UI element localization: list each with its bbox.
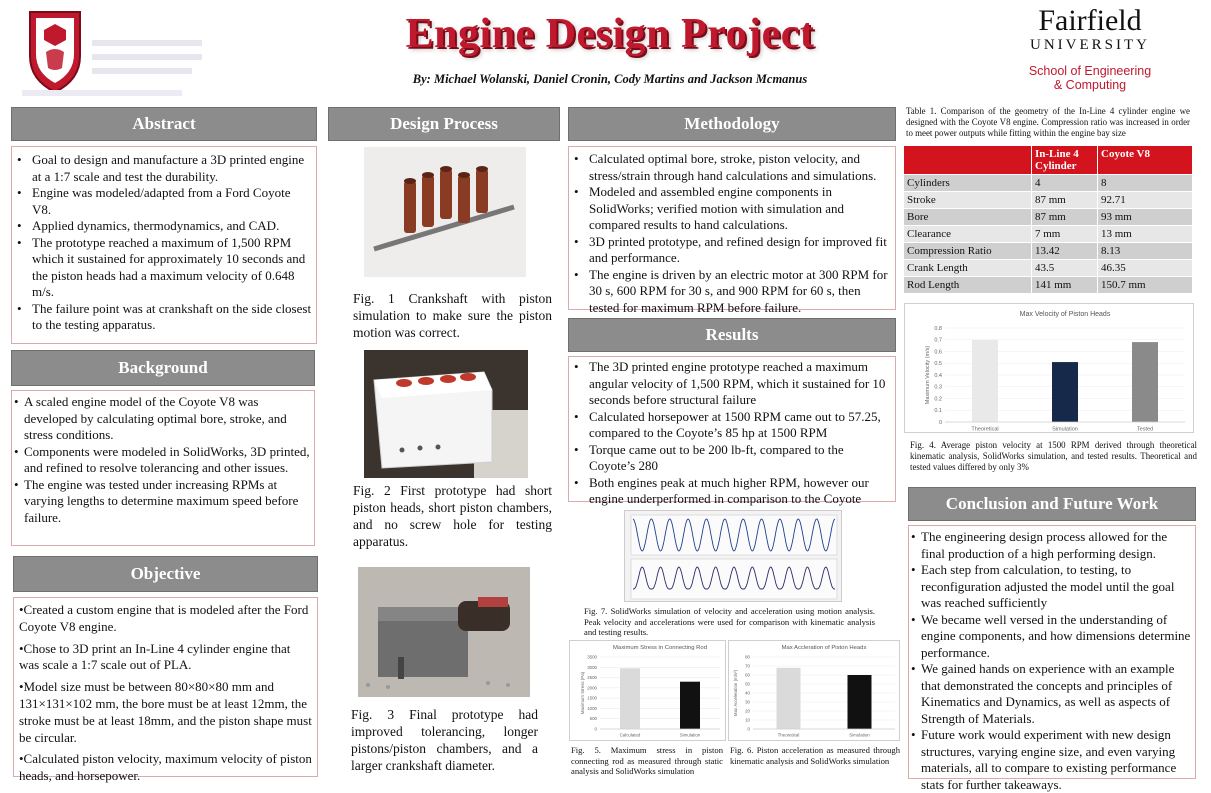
- table-row: [904, 277, 1193, 294]
- methodology-list: [569, 151, 891, 316]
- table-row: [904, 192, 1193, 209]
- conclusion-item: • Future work would experiment with new design structures, varying engine size, and even varying materials, all to compare to existing performance stats for further takeaways.: [909, 727, 1191, 793]
- y-tick-label: 0.7: [934, 337, 942, 344]
- fairfield-university: UNIVERSITY: [1030, 37, 1150, 53]
- results-heading: Results: [568, 318, 896, 352]
- chart-title: Max Velocity of Piston Heads: [1019, 311, 1111, 318]
- methodology-item: • The engine is driven by an electric motor at 300 RPM for 30 s, 600 RPM for 30 s, and 900 RPM for 60 s, then tested for maximum RPM before failure.: [569, 267, 891, 317]
- table-row: [904, 243, 1193, 260]
- chart-title: Maximum Stress in Connecting Rod: [613, 645, 707, 651]
- bar: [1052, 362, 1078, 422]
- first-prototype-image: [364, 350, 528, 478]
- x-tick-label: Theoretical: [777, 732, 800, 738]
- crankshaft-image: [364, 147, 526, 277]
- y-tick-label: 0.4: [934, 372, 942, 379]
- table-cell: Compression Ratio: [904, 243, 1032, 260]
- final-prototype-image: [358, 567, 530, 697]
- x-tick-label: Theoretical: [971, 426, 999, 433]
- methodology-item: • 3D printed prototype, and refined design for improved fit and performance.: [569, 234, 891, 267]
- fig6-chart-frame: [728, 640, 900, 741]
- plot-area-acceleration: [631, 559, 837, 599]
- table-header-cell: [904, 146, 1032, 175]
- table-row: [904, 260, 1193, 277]
- y-tick-label: 40: [745, 690, 750, 696]
- fairfield-name: Fairfield: [1038, 4, 1142, 37]
- background-item: • A scaled engine model of the Coyote V8 was developed by calculating optimal bore, stroke, and stress conditions.: [12, 394, 310, 444]
- conclusion-list: [909, 529, 1191, 793]
- bar: [848, 675, 872, 729]
- fig5-chart-frame: [569, 640, 726, 741]
- x-tick-label: Tested: [1136, 426, 1154, 433]
- objective-heading: Objective: [13, 556, 318, 592]
- school-line2: & Computing: [1053, 78, 1127, 92]
- abstract-item: • The failure point was at crankshaft on the side closest to the testing apparatus.: [12, 301, 312, 334]
- conclusion-item: • The engineering design process allowed for the final production of a high performing design.: [909, 529, 1191, 562]
- y-tick-label: 70: [745, 663, 750, 669]
- y-tick-label: 20: [745, 708, 750, 714]
- table-cell: 4: [1032, 175, 1098, 192]
- conclusion-item: • Each step from calculation, to testing, to reconfiguration adjusted the model until the goal was reached sufficiently: [909, 562, 1191, 612]
- fig4-chart: [905, 304, 1195, 434]
- y-tick-label: 80: [745, 654, 750, 660]
- fig4-chart-frame: [904, 303, 1194, 433]
- fig2-caption: Fig. 2 First prototype had short piston heads, short piston chambers, and no screw hole for testing apparatus.: [353, 483, 552, 549]
- table-cell: Crank Length: [904, 260, 1032, 277]
- y-tick-label: 0.8: [934, 325, 942, 332]
- objective-box: [13, 597, 318, 784]
- table-header-cell: In-Line 4 Cylinder: [1032, 146, 1098, 175]
- background-list: [12, 394, 310, 526]
- y-tick-label: 3000: [587, 664, 597, 670]
- y-tick-label: 1500: [587, 695, 597, 701]
- y-tick-label: 10: [745, 717, 750, 723]
- fig1-caption: Fig. 1 Crankshaft with piston simulation to make sure the piston motion was correct.: [353, 291, 552, 340]
- x-tick-label: Simulation: [679, 732, 701, 738]
- fig3-caption: Fig. 3 Final prototype had improved tolerancing, longer pistons/piston chambers, and a larger crankshaft diameter.: [351, 707, 538, 773]
- bar: [972, 340, 998, 422]
- background-item: • Components were modeled in SolidWorks, 3D printed, and refined to resolve tolerancing and other issues.: [12, 444, 310, 477]
- table-cell: 87 mm: [1032, 192, 1098, 209]
- y-tick-label: 60: [745, 672, 750, 678]
- table-cell: 46.35: [1098, 260, 1193, 277]
- y-axis-label: Maximum Velocity (m/s): [925, 345, 931, 405]
- table-row: [904, 226, 1193, 243]
- conclusion-item: • We gained hands on experience with an example that demonstrated the concepts and principles of Kinematics and Dynamics, as well as aspects of Strength of Materials.: [909, 661, 1191, 727]
- methodology-item: • Modeled and assembled engine components in SolidWorks; verified motion with simulation and compared results to hand calculations.: [569, 184, 891, 234]
- table-row: [904, 209, 1193, 226]
- results-item: • Both engines peak at much higher RPM, however our engine underperformed in comparison to the Coyote: [569, 475, 891, 508]
- table-cell: Stroke: [904, 192, 1032, 209]
- y-tick-label: 30: [745, 699, 750, 705]
- fig7-caption: Fig. 7. SolidWorks simulation of velocity and acceleration using motion analysis. Peak velocity and accelerations were used for comparison with kinematic analysis and testing results.: [584, 606, 875, 637]
- fig4-caption: Fig. 4. Average piston velocity at 1500 RPM derived through theoretical kinematic analysis, SolidWorks simulation, and tested results. Theoretical and tested values differed by only 3%: [910, 440, 1197, 472]
- x-tick-label: Simulation: [1052, 426, 1078, 433]
- abstract-item: • Goal to design and manufacture a 3D printed engine at a 1:7 scale and test the durability.: [12, 152, 312, 185]
- fig5-caption: Fig. 5. Maximum stress in piston connecting rod as measured through static analysis and SolidWorks simulation: [571, 745, 723, 776]
- y-tick-label: 0: [747, 726, 750, 732]
- y-tick-label: 2000: [587, 685, 597, 691]
- results-item: • Calculated horsepower at 1500 RPM came out to 57.25, compared to the Coyote’s 85 hp at 1500 RPM: [569, 409, 891, 442]
- background-item: • The engine was tested under increasing RPMs at varying lengths to determine maximum speed before failure.: [12, 477, 310, 527]
- conclusion-item: • We became well versed in the understanding of engine components, and how dimensions determine performance.: [909, 612, 1191, 662]
- y-tick-label: 3500: [587, 654, 597, 660]
- table1-caption: Table 1. Comparison of the geometry of the In-Line 4 cylinder engine we designed with the Coyote V8 engine. Compression ratio was increased in order to meet power outputs while fitting within the engine bay size: [906, 106, 1190, 138]
- table-header-cell: Coyote V8: [1098, 146, 1193, 175]
- abstract-box: [11, 146, 317, 344]
- table-cell: 141 mm: [1032, 277, 1098, 294]
- crankshaft-icon: [364, 147, 526, 277]
- geometry-table: [903, 145, 1193, 294]
- fairfield-logo: [1010, 6, 1170, 92]
- university-logo: [22, 10, 212, 105]
- objective-item: •Model size must be between 80×80×80 mm and 131×131×102 mm, the bore must be at least 12mm, the stroke must be at least 18mm, and the piston shape must be circular.: [19, 679, 312, 745]
- y-tick-label: 2500: [587, 675, 597, 681]
- background-heading: Background: [11, 350, 315, 386]
- abstract-heading: Abstract: [11, 107, 317, 141]
- school-line1: School of Engineering: [1028, 64, 1152, 78]
- fig5-chart: [570, 641, 727, 742]
- y-tick-label: 0.6: [934, 349, 942, 356]
- y-tick-label: 0.1: [934, 408, 942, 415]
- table-cell: Clearance: [904, 226, 1032, 243]
- table-cell: 93 mm: [1098, 209, 1193, 226]
- table-cell: Rod Length: [904, 277, 1032, 294]
- chart-title: Max Accleration of Piston Heads: [781, 645, 867, 651]
- fig6-caption: Fig. 6. Piston acceleration as measured through kinematic analysis and SolidWorks simulation: [730, 745, 900, 766]
- methodology-heading: Methodology: [568, 107, 896, 141]
- y-axis-label: Max Acceleration (m/s²): [733, 669, 738, 717]
- results-item: • Torque came out to be 200 lb-ft, compared to the Coyote’s 280: [569, 442, 891, 475]
- table-cell: 150.7 mm: [1098, 277, 1193, 294]
- y-axis-label: Maximum Stress (Pa): [580, 671, 585, 715]
- results-item: • The 3D printed engine prototype reached a maximum angular velocity of 1,500 RPM, which it sustained for 10 seconds before structural failure: [569, 359, 891, 409]
- table-cell: 13.42: [1032, 243, 1098, 260]
- x-tick-label: Simulation: [849, 732, 870, 738]
- y-tick-label: 50: [745, 681, 750, 687]
- bar: [620, 668, 640, 729]
- conclusion-box: [908, 525, 1196, 792]
- objective-item: •Chose to 3D print an In-Line 4 cylinder engine that was scale a 1:7 scale out of PLA.: [19, 640, 291, 673]
- objective-item: •Calculated piston velocity, maximum velocity of piston heads, and horsepower.: [19, 751, 312, 784]
- conclusion-heading: Conclusion and Future Work: [908, 487, 1196, 521]
- fig6-chart: [729, 641, 901, 742]
- y-tick-label: 0.2: [934, 396, 942, 403]
- methodology-box: [568, 146, 896, 315]
- fig7-chart: [625, 511, 843, 603]
- abstract-list: [12, 152, 312, 334]
- abstract-item: • Applied dynamics, thermodynamics, and CAD.: [12, 218, 312, 235]
- methodology-item: • Calculated optimal bore, stroke, piston velocity, and stress/strain through hand calculations and simulations.: [569, 151, 891, 184]
- crest-icon: [22, 10, 212, 105]
- objective-item: •Created a custom engine that is modeled after the Ford Coyote V8 engine.: [19, 602, 309, 634]
- abstract-item: • Engine was modeled/adapted from a Ford Coyote V8.: [12, 185, 312, 218]
- y-tick-label: 0: [594, 726, 597, 732]
- y-tick-label: 0.5: [934, 361, 942, 368]
- authors-line: By: Michael Wolanski, Daniel Cronin, Cody Martins and Jackson Mcmanus: [412, 72, 808, 86]
- table-cell: 92.71: [1098, 192, 1193, 209]
- bar: [777, 668, 801, 729]
- fig7-plot: [624, 510, 842, 602]
- y-tick-label: 500: [589, 716, 597, 722]
- abstract-item: • The prototype reached a maximum of 1,500 RPM which it sustained for approximately 10 seconds and the piston heads had a maximum velocity of 0.648 m/s.: [12, 235, 312, 301]
- bar: [1132, 342, 1158, 422]
- table-cell: 87 mm: [1032, 209, 1098, 226]
- results-list: [569, 359, 891, 508]
- y-tick-label: 1000: [587, 705, 597, 711]
- y-tick-label: 0.3: [934, 384, 942, 391]
- table-row: [904, 175, 1193, 192]
- table-cell: 8.13: [1098, 243, 1193, 260]
- results-box: [568, 356, 896, 506]
- table-cell: 13 mm: [1098, 226, 1193, 243]
- bar: [680, 682, 700, 729]
- prototype-icon: [364, 350, 528, 478]
- table-cell: 7 mm: [1032, 226, 1098, 243]
- poster-title: Engine Design Project: [405, 11, 815, 57]
- table-cell: Bore: [904, 209, 1032, 226]
- background-box: [11, 390, 315, 546]
- design-process-heading: Design Process: [328, 107, 560, 141]
- table-cell: 43.5: [1032, 260, 1098, 277]
- x-tick-label: Calculated: [619, 732, 641, 738]
- table-cell: Cylinders: [904, 175, 1032, 192]
- y-tick-label: 0: [938, 419, 942, 426]
- geometry-table-wrap: [903, 145, 1193, 294]
- table-cell: 8: [1098, 175, 1193, 192]
- final-prototype-icon: [358, 567, 530, 697]
